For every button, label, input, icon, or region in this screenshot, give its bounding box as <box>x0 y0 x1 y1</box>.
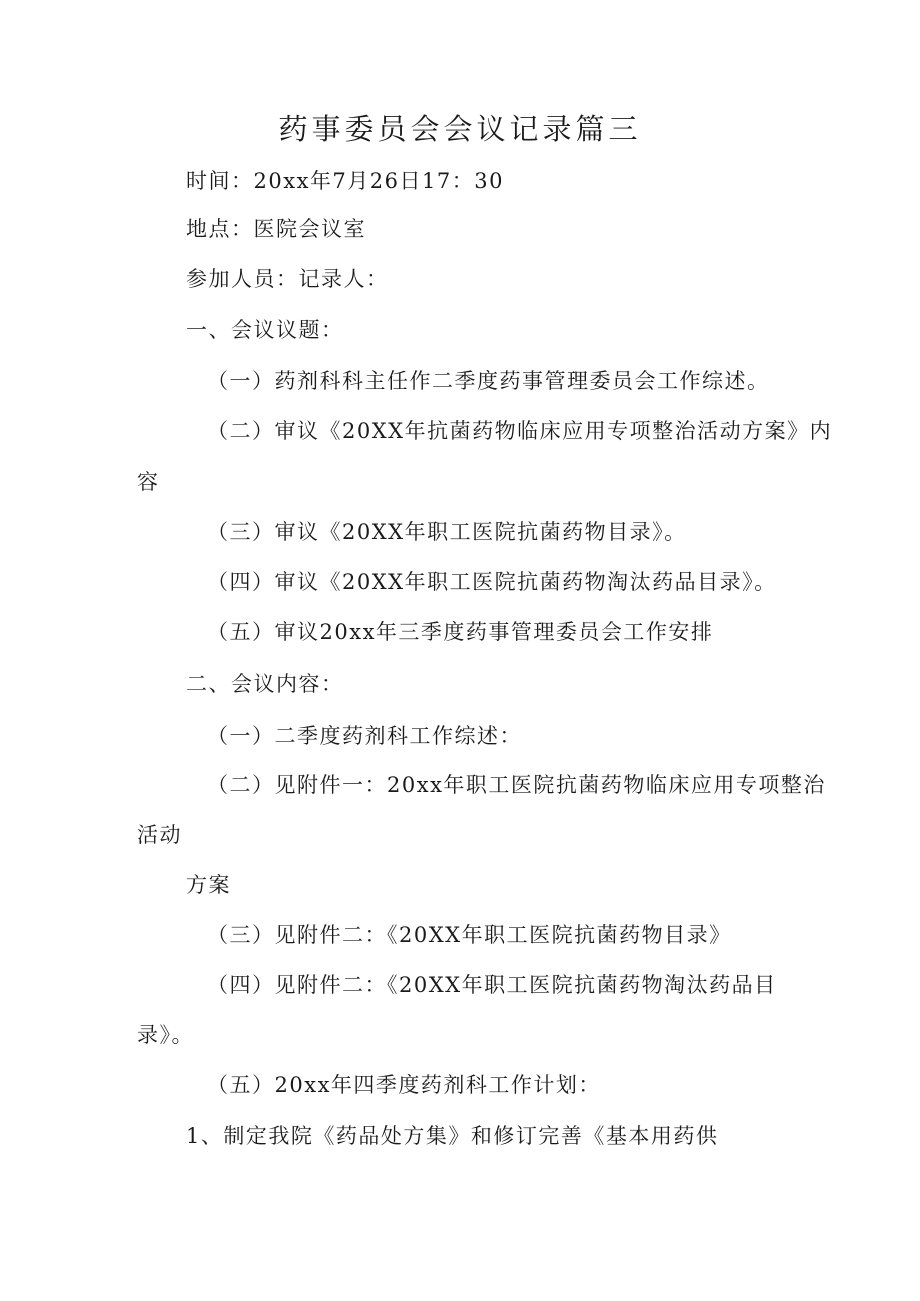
content-item-4: （四）见附件二：《20XX年职工医院抗菌药物淘汰药品目 <box>207 973 777 997</box>
content-item-1: （一）二季度药剂科工作综述： <box>207 724 522 748</box>
content-item-4-continued: 录》。 <box>137 1023 194 1047</box>
plan-item-1: 1、制定我院《药品处方集》和修订完善《基本用药供 <box>186 1124 719 1148</box>
content-item-2: （二）见附件一：20xx年职工医院抗菌药物临床应用专项整治 <box>207 773 826 797</box>
agenda-item-2-continued: 容 <box>137 470 160 494</box>
document-title: 药事委员会会议记录篇三 <box>278 112 642 146</box>
content-item-2-continued-2: 方案 <box>186 873 231 897</box>
meeting-time: 时间：20xx年7月26日17：30 <box>186 169 504 193</box>
content-item-3: （三）见附件二：《20XX年职工医院抗菌药物目录》 <box>207 923 732 947</box>
agenda-item-5: （五）审议20xx年三季度药事管理委员会工作安排 <box>207 620 714 644</box>
agenda-item-3: （三）审议《20XX年职工医院抗菌药物目录》。 <box>207 520 687 544</box>
section-heading-agenda: 一、会议议题： <box>186 318 344 342</box>
agenda-item-1: （一）药剂科科主任作二季度药事管理委员会工作综述。 <box>207 369 770 393</box>
meeting-attendees: 参加人员：记录人： <box>186 267 389 291</box>
section-heading-content: 二、会议内容： <box>186 672 344 696</box>
meeting-location: 地点：医院会议室 <box>186 217 366 241</box>
agenda-item-4: （四）审议《20XX年职工医院抗菌药物淘汰药品目录》。 <box>207 570 777 594</box>
content-item-5: （五）20xx年四季度药剂科工作计划： <box>207 1073 601 1097</box>
content-item-2-continued: 活动 <box>137 823 182 847</box>
agenda-item-2: （二）审议《20XX年抗菌药物临床应用专项整治活动方案》内 <box>207 419 833 443</box>
